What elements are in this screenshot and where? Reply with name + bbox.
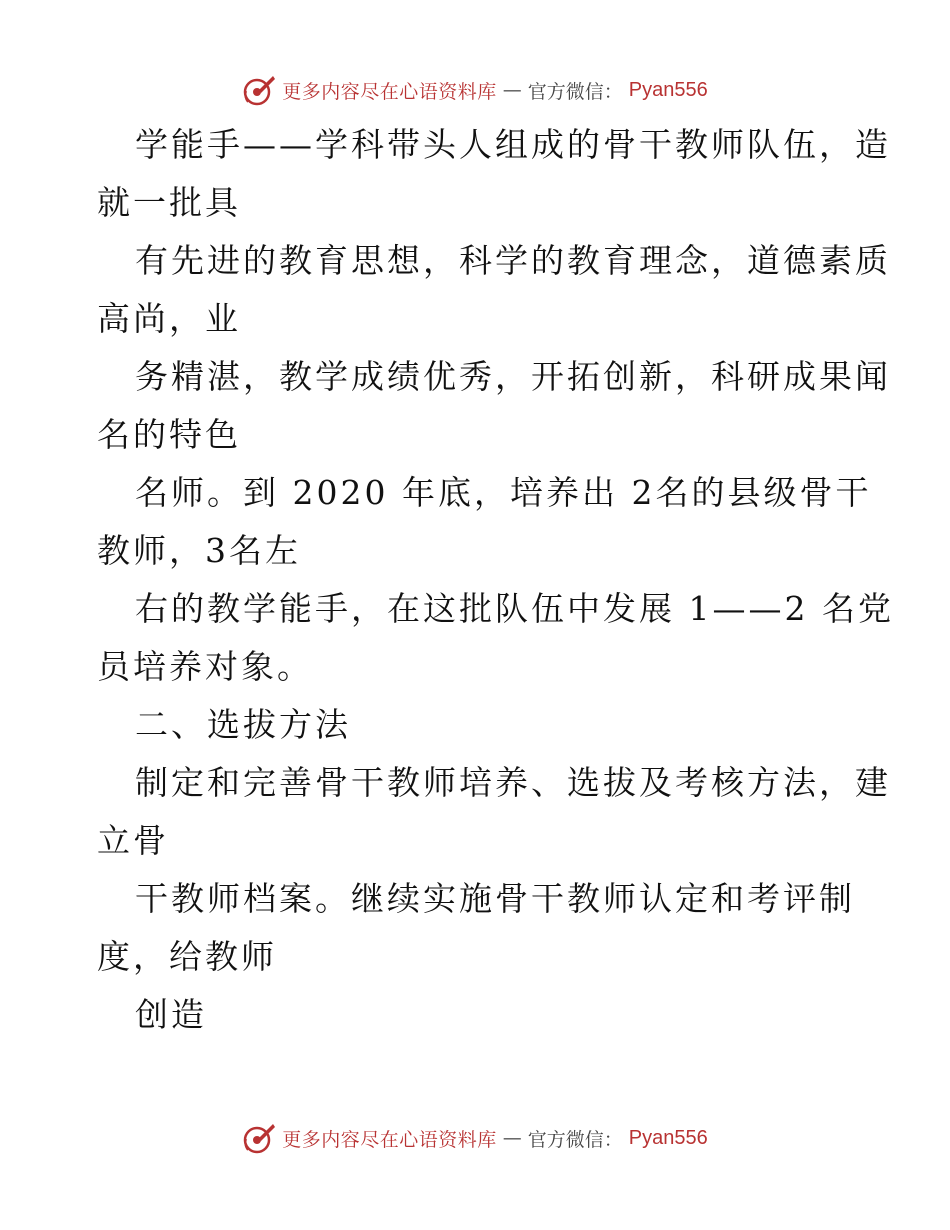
body-line: 制定和完善骨干教师培养、选拔及考核方法，建 [135,763,891,802]
footer-site-text: 更多内容尽在心语资料库 [282,1128,497,1151]
footer-separator: — [502,1127,522,1149]
body-line: 立骨 [97,821,169,860]
pen-nib-logo-icon [242,1121,276,1155]
header-banner [0,70,950,110]
header-separator: — [502,79,522,101]
body-line: 度，给教师 [97,937,277,976]
body-line: 教师，3名左 [97,531,301,570]
header-wechat-label: 官方微信： [527,80,623,103]
footer-wechat-id: Pyan556 [628,1126,708,1149]
body-line: 学能手——学科带头人组成的骨干教师队伍，造 [135,125,891,164]
section-heading: 二、选拔方法 [135,705,351,744]
footer-wechat-label: 官方微信： [527,1128,623,1151]
body-line: 务精湛，教学成绩优秀，开拓创新，科研成果闻 [135,357,891,396]
body-line: 就一批具 [97,183,241,222]
body-line: 名的特色 [97,415,241,454]
footer-banner [0,1118,950,1158]
header-wechat-id: Pyan556 [628,78,708,101]
body-line: 高尚，业 [97,299,241,338]
body-line: 干教师档案。继续实施骨干教师认定和考评制 [135,879,855,918]
document-body [97,116,894,1044]
pen-nib-logo-icon [242,73,276,107]
header-site-text: 更多内容尽在心语资料库 [282,80,497,103]
body-line: 右的教学能手，在这批队伍中发展 1——2 名党 [135,589,894,628]
body-line: 员培养对象。 [97,647,313,686]
body-line: 有先进的教育思想，科学的教育理念，道德素质 [135,241,891,280]
body-line: 名师。到 2020 年底，培养出 2名的县级骨干 [135,473,872,512]
body-line: 创造 [135,995,207,1034]
